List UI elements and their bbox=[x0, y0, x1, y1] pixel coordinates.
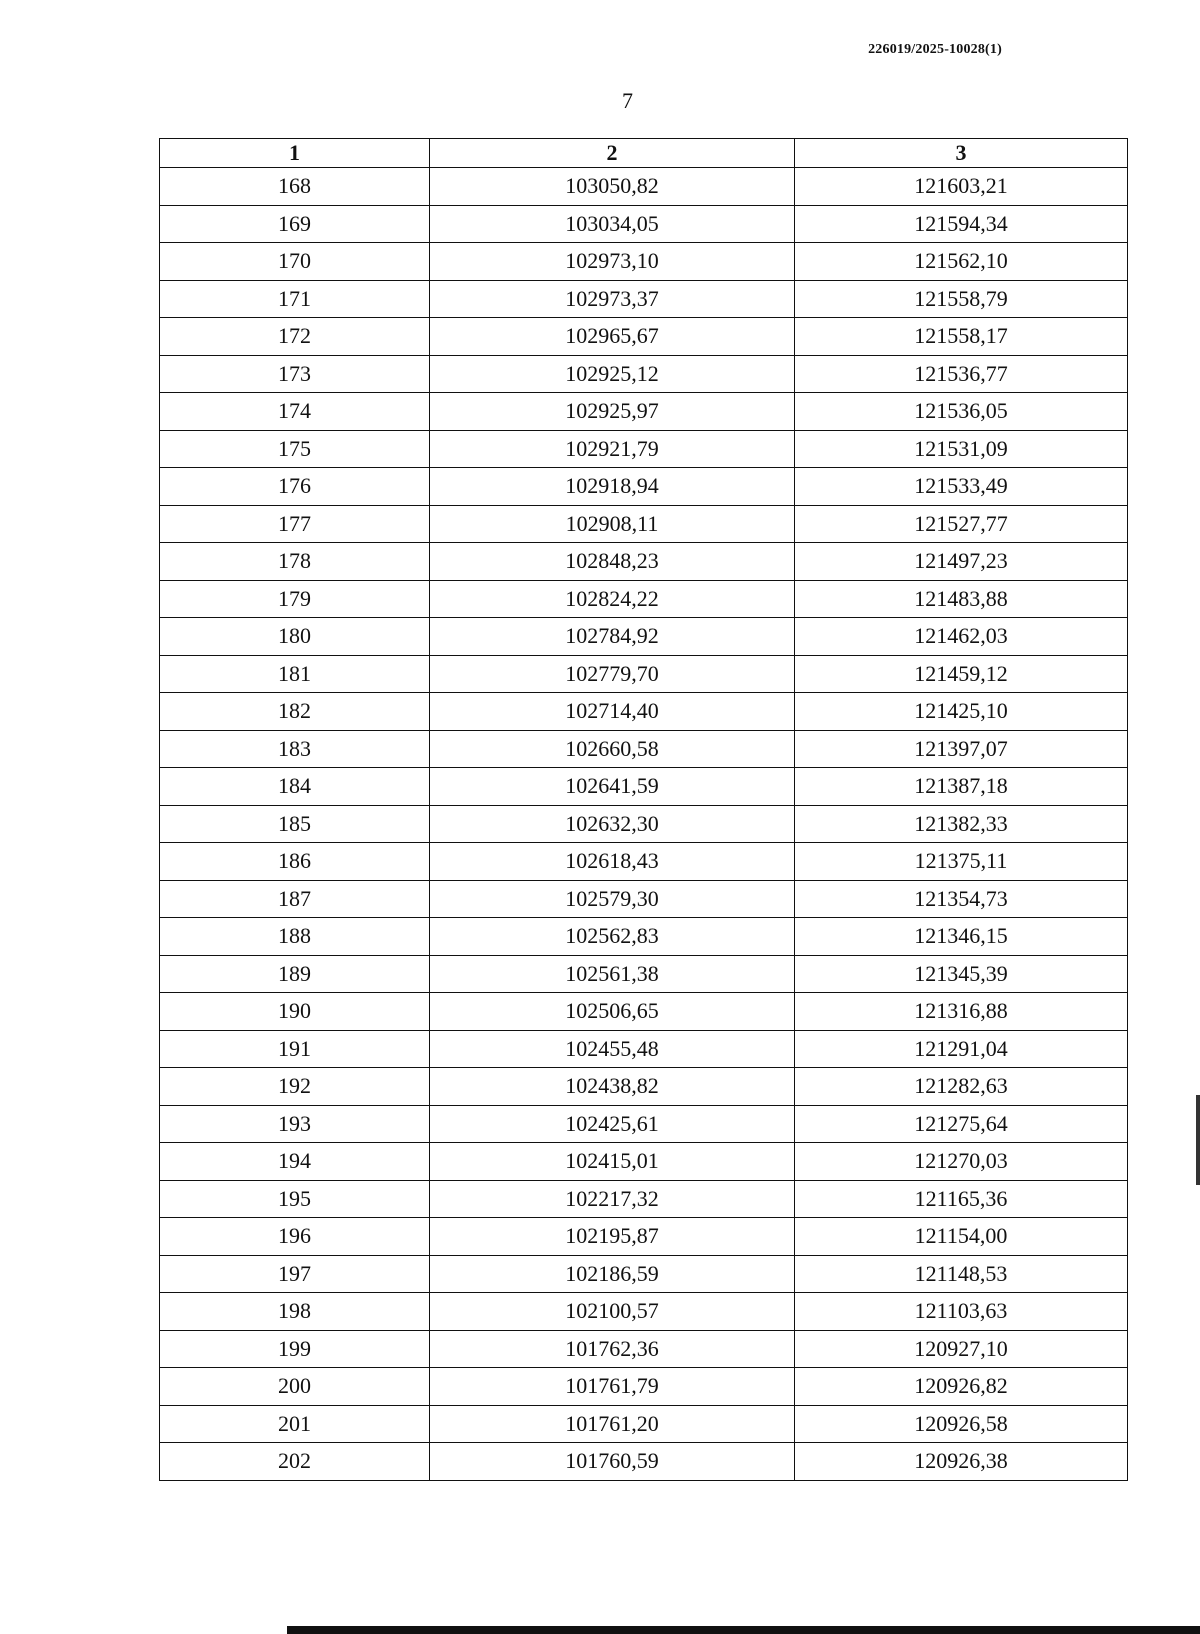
x-coordinate-cell: 102562,83 bbox=[430, 918, 795, 956]
column-header-3: 3 bbox=[795, 139, 1128, 168]
x-coordinate-cell: 101761,20 bbox=[430, 1405, 795, 1443]
scan-edge-mark bbox=[1196, 1095, 1200, 1185]
point-number-cell: 186 bbox=[160, 843, 430, 881]
y-coordinate-cell: 121533,49 bbox=[795, 468, 1128, 506]
table-row bbox=[160, 1255, 1128, 1293]
table-row bbox=[160, 1030, 1128, 1068]
x-coordinate-cell: 102714,40 bbox=[430, 693, 795, 731]
point-number-cell: 184 bbox=[160, 768, 430, 806]
y-coordinate-cell: 121291,04 bbox=[795, 1030, 1128, 1068]
x-coordinate-cell: 102908,11 bbox=[430, 505, 795, 543]
table-row bbox=[160, 355, 1128, 393]
x-coordinate-cell: 102195,87 bbox=[430, 1218, 795, 1256]
x-coordinate-cell: 102973,37 bbox=[430, 280, 795, 318]
table-row bbox=[160, 1218, 1128, 1256]
table-body bbox=[160, 168, 1128, 1481]
point-number-cell: 190 bbox=[160, 993, 430, 1031]
column-header-1: 1 bbox=[160, 139, 430, 168]
y-coordinate-cell: 121527,77 bbox=[795, 505, 1128, 543]
table-row bbox=[160, 1368, 1128, 1406]
y-coordinate-cell: 120926,58 bbox=[795, 1405, 1128, 1443]
y-coordinate-cell: 121536,05 bbox=[795, 393, 1128, 431]
x-coordinate-cell: 102779,70 bbox=[430, 655, 795, 693]
x-coordinate-cell: 102506,65 bbox=[430, 993, 795, 1031]
point-number-cell: 183 bbox=[160, 730, 430, 768]
point-number-cell: 189 bbox=[160, 955, 430, 993]
x-coordinate-cell: 102579,30 bbox=[430, 880, 795, 918]
table-row bbox=[160, 318, 1128, 356]
y-coordinate-cell: 121103,63 bbox=[795, 1293, 1128, 1331]
table-row bbox=[160, 280, 1128, 318]
x-coordinate-cell: 101760,59 bbox=[430, 1443, 795, 1481]
point-number-cell: 202 bbox=[160, 1443, 430, 1481]
y-coordinate-cell: 121354,73 bbox=[795, 880, 1128, 918]
y-coordinate-cell: 121387,18 bbox=[795, 768, 1128, 806]
x-coordinate-cell: 102925,12 bbox=[430, 355, 795, 393]
table-row bbox=[160, 505, 1128, 543]
point-number-cell: 179 bbox=[160, 580, 430, 618]
point-number-cell: 194 bbox=[160, 1143, 430, 1181]
point-number-cell: 197 bbox=[160, 1255, 430, 1293]
point-number-cell: 199 bbox=[160, 1330, 430, 1368]
column-header-2: 2 bbox=[430, 139, 795, 168]
table-row bbox=[160, 655, 1128, 693]
y-coordinate-cell: 121345,39 bbox=[795, 955, 1128, 993]
point-number-cell: 180 bbox=[160, 618, 430, 656]
table-row bbox=[160, 618, 1128, 656]
x-coordinate-cell: 102824,22 bbox=[430, 580, 795, 618]
document-number: 226019/2025-10028(1) bbox=[868, 42, 1002, 57]
y-coordinate-cell: 121558,79 bbox=[795, 280, 1128, 318]
y-coordinate-cell: 121270,03 bbox=[795, 1143, 1128, 1181]
x-coordinate-cell: 102455,48 bbox=[430, 1030, 795, 1068]
y-coordinate-cell: 121397,07 bbox=[795, 730, 1128, 768]
x-coordinate-cell: 102100,57 bbox=[430, 1293, 795, 1331]
x-coordinate-cell: 102921,79 bbox=[430, 430, 795, 468]
point-number-cell: 175 bbox=[160, 430, 430, 468]
table-row bbox=[160, 1105, 1128, 1143]
y-coordinate-cell: 121275,64 bbox=[795, 1105, 1128, 1143]
table-row bbox=[160, 1443, 1128, 1481]
x-coordinate-cell: 101762,36 bbox=[430, 1330, 795, 1368]
point-number-cell: 178 bbox=[160, 543, 430, 581]
y-coordinate-cell: 121531,09 bbox=[795, 430, 1128, 468]
x-coordinate-cell: 102425,61 bbox=[430, 1105, 795, 1143]
y-coordinate-cell: 121497,23 bbox=[795, 543, 1128, 581]
y-coordinate-cell: 121425,10 bbox=[795, 693, 1128, 731]
y-coordinate-cell: 121154,00 bbox=[795, 1218, 1128, 1256]
point-number-cell: 187 bbox=[160, 880, 430, 918]
table-row bbox=[160, 843, 1128, 881]
y-coordinate-cell: 121558,17 bbox=[795, 318, 1128, 356]
table-row bbox=[160, 805, 1128, 843]
x-coordinate-cell: 102438,82 bbox=[430, 1068, 795, 1106]
x-coordinate-cell: 102918,94 bbox=[430, 468, 795, 506]
x-coordinate-cell: 103034,05 bbox=[430, 205, 795, 243]
table-row bbox=[160, 880, 1128, 918]
point-number-cell: 173 bbox=[160, 355, 430, 393]
table-row bbox=[160, 993, 1128, 1031]
y-coordinate-cell: 121316,88 bbox=[795, 993, 1128, 1031]
point-number-cell: 198 bbox=[160, 1293, 430, 1331]
point-number-cell: 193 bbox=[160, 1105, 430, 1143]
y-coordinate-cell: 120926,82 bbox=[795, 1368, 1128, 1406]
x-coordinate-cell: 103050,82 bbox=[430, 168, 795, 206]
table-row bbox=[160, 1180, 1128, 1218]
y-coordinate-cell: 120927,10 bbox=[795, 1330, 1128, 1368]
point-number-cell: 169 bbox=[160, 205, 430, 243]
y-coordinate-cell: 121346,15 bbox=[795, 918, 1128, 956]
coordinates-table bbox=[159, 138, 1128, 1481]
x-coordinate-cell: 102561,38 bbox=[430, 955, 795, 993]
x-coordinate-cell: 102632,30 bbox=[430, 805, 795, 843]
x-coordinate-cell: 102965,67 bbox=[430, 318, 795, 356]
y-coordinate-cell: 121459,12 bbox=[795, 655, 1128, 693]
y-coordinate-cell: 121603,21 bbox=[795, 168, 1128, 206]
y-coordinate-cell: 120926,38 bbox=[795, 1443, 1128, 1481]
table-row bbox=[160, 393, 1128, 431]
point-number-cell: 182 bbox=[160, 693, 430, 731]
table-row bbox=[160, 1405, 1128, 1443]
table-row bbox=[160, 693, 1128, 731]
point-number-cell: 177 bbox=[160, 505, 430, 543]
x-coordinate-cell: 102660,58 bbox=[430, 730, 795, 768]
point-number-cell: 188 bbox=[160, 918, 430, 956]
table-row bbox=[160, 243, 1128, 281]
table-row bbox=[160, 430, 1128, 468]
x-coordinate-cell: 102641,59 bbox=[430, 768, 795, 806]
x-coordinate-cell: 102217,32 bbox=[430, 1180, 795, 1218]
table-row bbox=[160, 580, 1128, 618]
point-number-cell: 171 bbox=[160, 280, 430, 318]
table-row bbox=[160, 1068, 1128, 1106]
x-coordinate-cell: 101761,79 bbox=[430, 1368, 795, 1406]
point-number-cell: 196 bbox=[160, 1218, 430, 1256]
table-row bbox=[160, 730, 1128, 768]
table-row bbox=[160, 468, 1128, 506]
x-coordinate-cell: 102784,92 bbox=[430, 618, 795, 656]
point-number-cell: 181 bbox=[160, 655, 430, 693]
table-row bbox=[160, 768, 1128, 806]
y-coordinate-cell: 121282,63 bbox=[795, 1068, 1128, 1106]
y-coordinate-cell: 121148,53 bbox=[795, 1255, 1128, 1293]
table-row bbox=[160, 168, 1128, 206]
x-coordinate-cell: 102925,97 bbox=[430, 393, 795, 431]
table-row bbox=[160, 1293, 1128, 1331]
point-number-cell: 176 bbox=[160, 468, 430, 506]
page-number: 7 bbox=[622, 88, 633, 113]
y-coordinate-cell: 121536,77 bbox=[795, 355, 1128, 393]
x-coordinate-cell: 102618,43 bbox=[430, 843, 795, 881]
point-number-cell: 200 bbox=[160, 1368, 430, 1406]
point-number-cell: 201 bbox=[160, 1405, 430, 1443]
table-row bbox=[160, 955, 1128, 993]
point-number-cell: 191 bbox=[160, 1030, 430, 1068]
y-coordinate-cell: 121462,03 bbox=[795, 618, 1128, 656]
table-row bbox=[160, 205, 1128, 243]
table-row bbox=[160, 918, 1128, 956]
point-number-cell: 174 bbox=[160, 393, 430, 431]
table-row bbox=[160, 1330, 1128, 1368]
y-coordinate-cell: 121375,11 bbox=[795, 843, 1128, 881]
y-coordinate-cell: 121382,33 bbox=[795, 805, 1128, 843]
table-header-row bbox=[160, 139, 1128, 168]
y-coordinate-cell: 121594,34 bbox=[795, 205, 1128, 243]
point-number-cell: 172 bbox=[160, 318, 430, 356]
point-number-cell: 168 bbox=[160, 168, 430, 206]
table-row bbox=[160, 1143, 1128, 1181]
x-coordinate-cell: 102186,59 bbox=[430, 1255, 795, 1293]
x-coordinate-cell: 102973,10 bbox=[430, 243, 795, 281]
point-number-cell: 185 bbox=[160, 805, 430, 843]
y-coordinate-cell: 121562,10 bbox=[795, 243, 1128, 281]
y-coordinate-cell: 121483,88 bbox=[795, 580, 1128, 618]
point-number-cell: 192 bbox=[160, 1068, 430, 1106]
x-coordinate-cell: 102848,23 bbox=[430, 543, 795, 581]
y-coordinate-cell: 121165,36 bbox=[795, 1180, 1128, 1218]
point-number-cell: 170 bbox=[160, 243, 430, 281]
x-coordinate-cell: 102415,01 bbox=[430, 1143, 795, 1181]
bottom-scan-edge bbox=[287, 1626, 1200, 1634]
point-number-cell: 195 bbox=[160, 1180, 430, 1218]
table-row bbox=[160, 543, 1128, 581]
